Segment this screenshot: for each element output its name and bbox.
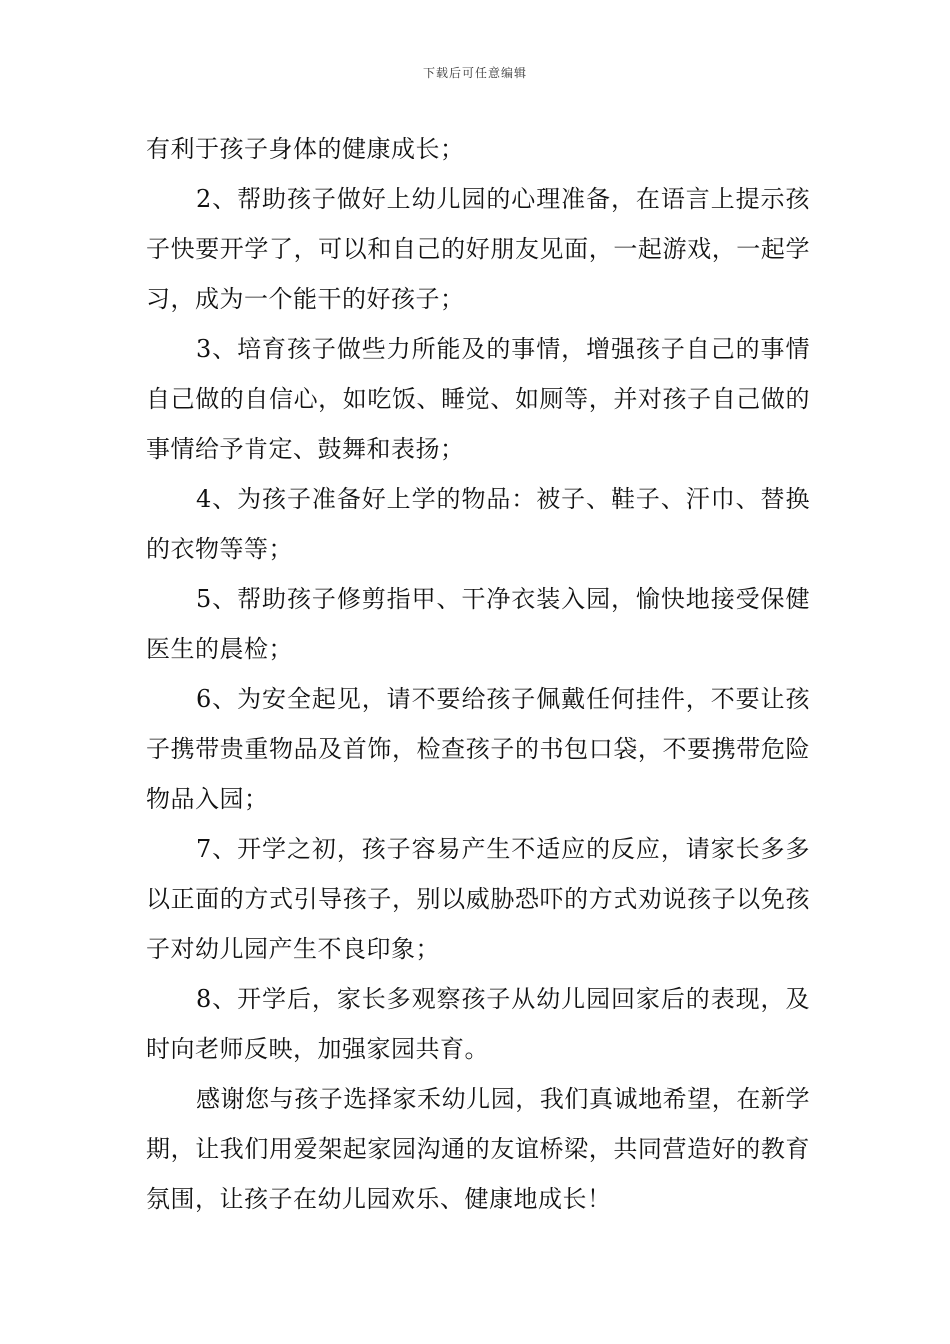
paragraph-item-7: 7、开学之初，孩子容易产生不适应的反应，请家长多多以正面的方式引导孩子，别以威胁恐吓的方式劝说孩子以免孩子对幼儿园产生不良印象； [146, 835, 810, 963]
paragraph-item-8: 8、开学后，家长多观察孩子从幼儿园回家后的表现，及时向老师反映，加强家园共育。 [146, 985, 810, 1063]
paragraph-item-6: 6、为安全起见，请不要给孩子佩戴任何挂件，不要让孩子携带贵重物品及首饰，检查孩子的书包口袋，不要携带危险物品入园； [146, 685, 810, 813]
paragraph-item-3: 3、培育孩子做些力所能及的事情，增强孩子自己的事情自己做的自信心，如吃饭、睡觉、如厕等，并对孩子自己做的事情给予肯定、鼓舞和表扬； [146, 335, 810, 463]
paragraph-item-2: 2、帮助孩子做好上幼儿园的心理准备，在语言上提示孩子快要开学了，可以和自己的好朋友见面，一起游戏，一起学习，成为一个能干的好孩子； [146, 185, 810, 313]
paragraph-item-5: 5、帮助孩子修剪指甲、干净衣装入园，愉快地接受保健医生的晨检； [146, 585, 810, 663]
document-body [146, 124, 810, 1224]
paragraph-health: 有利于孩子身体的健康成长； [146, 135, 465, 163]
download-note: 下载后可任意编辑 [422, 66, 527, 80]
paragraph-closing: 感谢您与孩子选择家禾幼儿园，我们真诚地希望，在新学期，让我们用爱架起家园沟通的友谊桥梁，共同营造好的教育氛围，让孩子在幼儿园欢乐、健康地成长！ [146, 1085, 810, 1213]
paragraph-item-4: 4、为孩子准备好上学的物品：被子、鞋子、汗巾、替换的衣物等等； [146, 485, 810, 563]
